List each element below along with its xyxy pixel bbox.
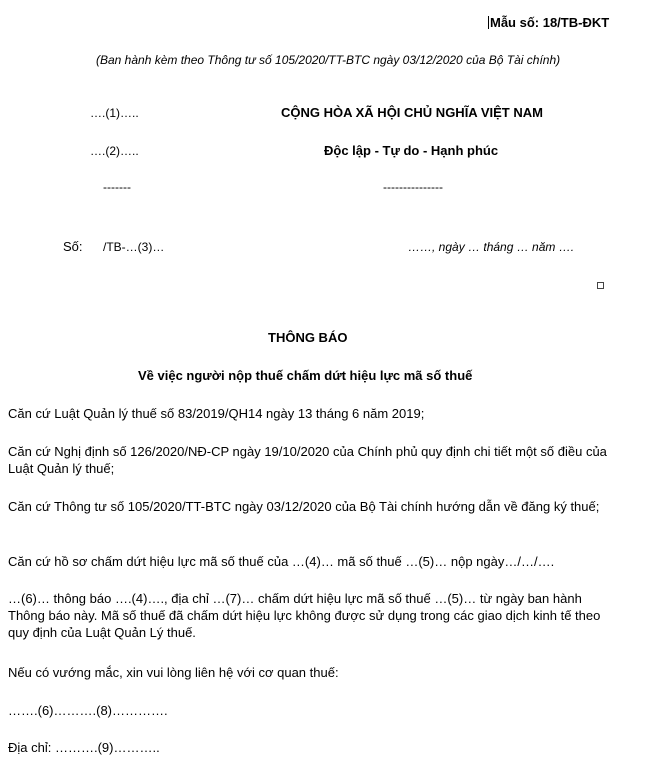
contact-address-line: Địa chỉ: ……….(9)………..: [8, 740, 160, 755]
motto: Độc lập - Tự do - Hạnh phúc: [324, 143, 499, 158]
nation-name: CỘNG HÒA XÃ HỘI CHỦ NGHĨA VIỆT NAM: [281, 105, 543, 120]
paragraph-contact-note: Nếu có vướng mắc, xin vui lòng liên hệ với cơ quan thuế:: [8, 665, 339, 680]
document-number: /TB-…(3)…: [103, 240, 165, 254]
contact-reference-line: …….(6)……….(8)………….: [8, 703, 168, 718]
agency-line-1: ….(1)…..: [90, 106, 139, 120]
paragraph-dossier-basis: Căn cứ hồ sơ chấm dứt hiệu lực mã số thuế của …(4)… mã số thuế …(5)… nộp ngày…/…/….: [8, 554, 555, 569]
date-line: ……, ngày … tháng … năm ….: [408, 240, 575, 254]
issued-by-note: (Ban hành kèm theo Thông tư số 105/2020/TT-BTC ngày 03/12/2020 của Bộ Tài chính): [96, 53, 561, 67]
text-cursor: [488, 16, 489, 29]
left-divider: -------: [103, 180, 131, 194]
paragraph-notification-body: …(6)… thông báo ….(4)…., địa chỉ …(7)… chấm dứt hiệu lực mã số thuế …(5)… từ ngày ban hành Thông báo này. Mã số thuế đã chấm dứt hiệu lực không được sử dụng trong các giao dịch kinh tế theo quy định của Luật Quản Lý thuế.: [8, 591, 601, 640]
number-label: Số:: [63, 239, 83, 254]
agency-line-2: ….(2)…..: [90, 144, 139, 158]
form-code: Mẫu số: 18/TB-ĐKT: [490, 15, 610, 30]
paragraph-legal-basis-2: Căn cứ Nghị định số 126/2020/NĐ-CP ngày 19/10/2020 của Chính phủ quy định chi tiết một số điều của Luật Quản lý thuế;: [8, 444, 607, 476]
resize-handle[interactable]: [597, 282, 604, 289]
document-subtitle: Về việc người nộp thuế chấm dứt hiệu lực mã số thuế: [138, 368, 473, 383]
paragraph-legal-basis-3: Căn cứ Thông tư số 105/2020/TT-BTC ngày 03/12/2020 của Bộ Tài chính hướng dẫn về đăng ký thuế;: [8, 499, 600, 514]
right-divider: ---------------: [383, 180, 443, 194]
paragraph-legal-basis-1: Căn cứ Luật Quản lý thuế số 83/2019/QH14 ngày 13 tháng 6 năm 2019;: [8, 406, 425, 421]
document-title: THÔNG BÁO: [268, 330, 348, 345]
